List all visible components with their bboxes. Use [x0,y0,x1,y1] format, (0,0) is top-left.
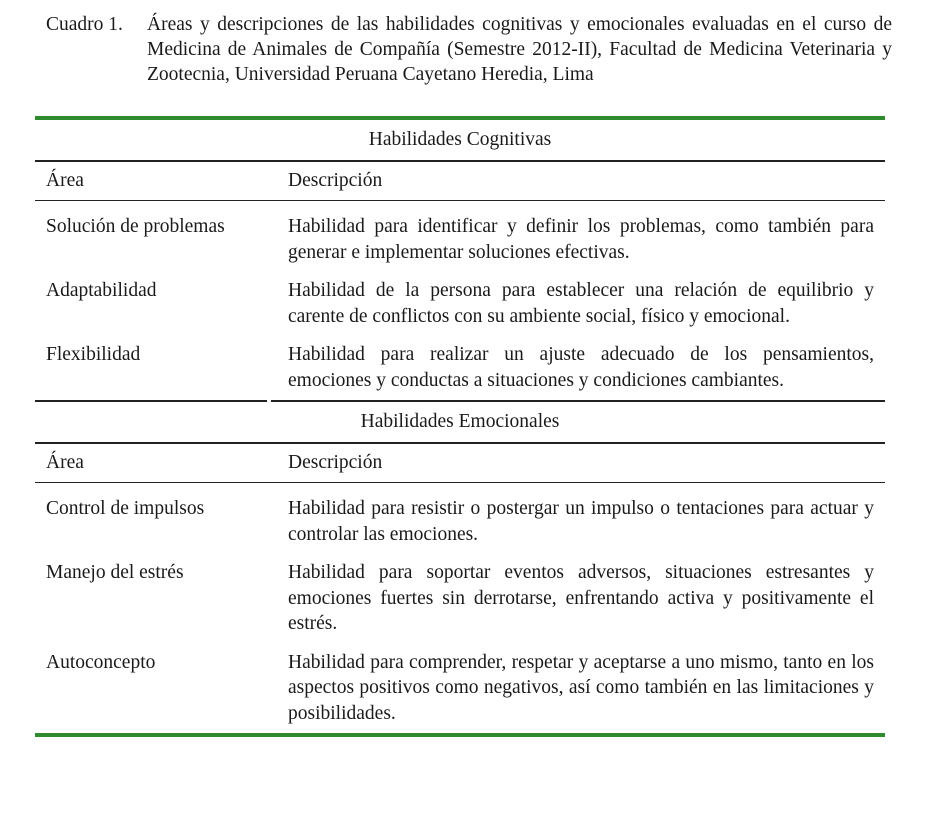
table-row [35,214,885,265]
table-header-row [35,444,885,482]
row-description: Habilidad para realizar un ajuste adecuado de los pensamientos, emociones y conductas a situaciones y condiciones cambiantes. [288,344,874,391]
section-title-emotional: Habilidades Emocionales [360,411,560,432]
row-area: Manejo del estrés [46,562,184,583]
row-area: Control de impulsos [46,498,205,519]
section-body-cognitive [35,201,885,400]
header-description: Descripción [288,451,383,473]
caption-text: Áreas y descripciones de las habilidades cognitivas y emocionales evaluadas en el curso de Medicina de Animales de Compañía (Semestre 2012-II), Facultad de Medicina Veterinaria y Zootecnia, Universidad Peruana Cayetano Heredia, Lima [147,14,892,85]
header-area: Área [46,169,84,191]
row-description: Habilidad para identificar y definir los problemas, como también para generar e implementar soluciones efectivas. [288,216,874,263]
row-area: Solución de problemas [46,216,225,237]
table-row [35,650,885,727]
table-caption [46,12,892,87]
section-body-emotional [35,483,885,733]
row-area: Adaptabilidad [46,280,157,301]
table-row [35,278,885,329]
row-description: Habilidad para soportar eventos adversos, situaciones estresantes y emociones fuertes sin derrotarse, enfrentando activa y positivamente el estrés. [288,562,874,634]
table-header-row [35,162,885,200]
row-description: Habilidad para resistir o postergar un impulso o tentaciones para actuar y controlar las emociones. [288,498,874,545]
row-description: Habilidad para comprender, respetar y aceptarse a uno mismo, tanto en los aspectos positivos como negativos, así como también en las limitaciones y posibilidades. [288,651,874,724]
row-area: Autoconcepto [46,651,156,673]
header-area: Área [46,451,84,473]
table-row [35,496,885,547]
header-description: Descripción [288,169,383,191]
table-row [35,342,885,393]
row-area: Flexibilidad [46,344,141,365]
section-title-cognitive: Habilidades Cognitivas [368,129,552,150]
row-description: Habilidad de la persona para establecer una relación de equilibrio y carente de conflictos con su ambiente social, físico y emocional. [288,280,874,327]
skills-table [35,116,885,737]
table-bottom-rule [35,733,885,737]
caption-label: Cuadro 1. [46,14,123,35]
table-row [35,560,885,637]
